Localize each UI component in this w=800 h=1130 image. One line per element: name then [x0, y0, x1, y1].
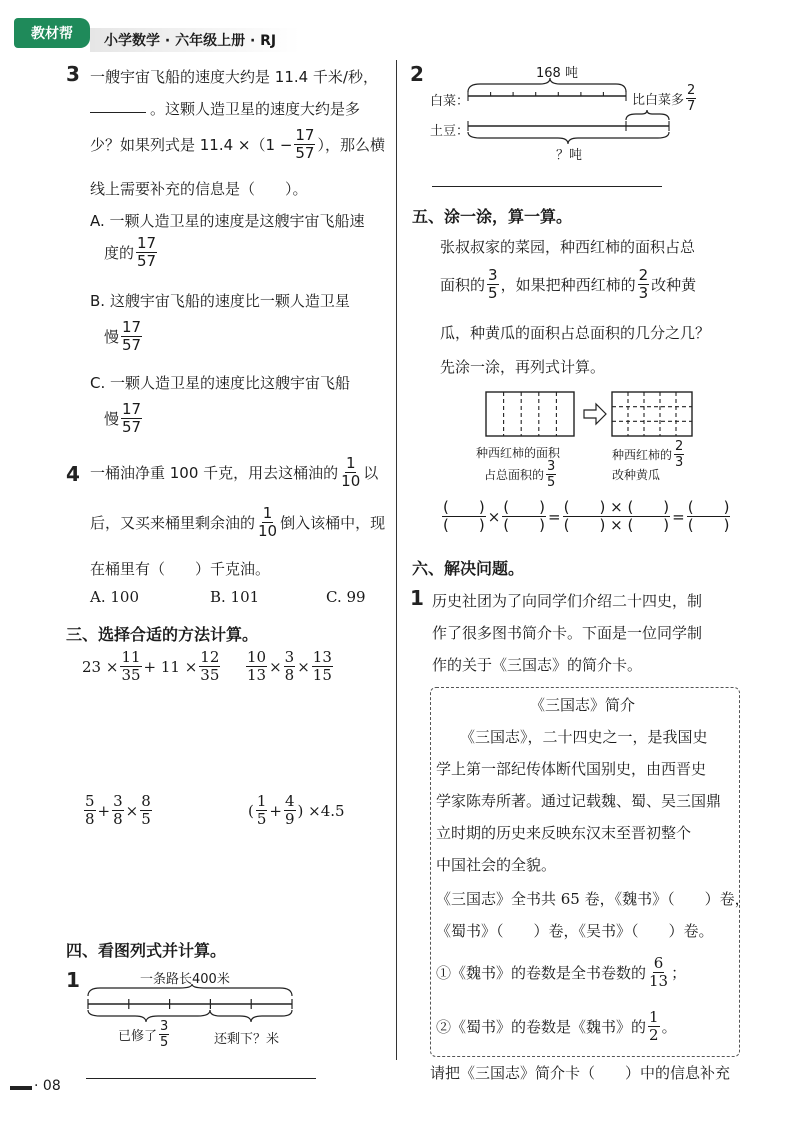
frac-numerator: 13 [312, 648, 332, 666]
card-c1-fraction [648, 956, 669, 989]
s4-answer-line [86, 1078, 316, 1079]
q4-line1-b: 以 [363, 464, 379, 482]
q2-top-label: 168 吨 [536, 66, 578, 81]
formula-blank-frac-3[interactable] [563, 500, 671, 533]
frac-denominator: 3 [675, 455, 684, 470]
q3-option-b-fraction [121, 320, 142, 353]
times: × [610, 498, 623, 516]
frac-numerator: 17 [122, 318, 142, 336]
expr-3-op1: + [97, 801, 111, 820]
s5-line2-b: ，如果把种西红柿的 [500, 276, 636, 294]
frac-numerator: 3 [547, 459, 556, 474]
card-c2-a: ②《蜀书》的卷数是《魏书》的 [436, 1018, 647, 1036]
frac-denominator: 57 [295, 144, 315, 162]
frac-denominator: 5 [141, 810, 151, 828]
frac-numerator: 3 [113, 792, 123, 810]
frac-denominator: 9 [284, 810, 295, 828]
s5-line4: 先涂一涂，再列式计算。 [440, 358, 606, 376]
expr-2-frac3 [312, 650, 333, 683]
card-p1: 《三国志》，二十四史之一，是我国史 [460, 728, 708, 746]
s4-q1-top-label: 一条路长400米 [140, 972, 230, 987]
s6-q1-line1: 历史社团为了向同学们介绍二十四史，制 [432, 592, 703, 610]
remaining-label: 还剩下？米 [214, 1032, 280, 1047]
page-number: · 08 [34, 1078, 61, 1094]
remaining-brace [210, 1010, 292, 1022]
s5-line2 [440, 268, 696, 301]
frac-numerator: 1 [345, 454, 356, 472]
page-number-text: 08 [42, 1078, 61, 1094]
q4-choice-a[interactable]: A. 100 [90, 588, 139, 606]
q2-compare-text: 比白菜多 [632, 93, 685, 108]
frac-numerator: 1 [256, 792, 267, 810]
q2-row2-label: 土豆： [430, 124, 470, 139]
q4-line1-a: 一桶油净重 100 千克，用去这桶油的 [90, 464, 339, 482]
expr-1-frac2 [199, 650, 220, 683]
formula-product-numerator [563, 500, 671, 517]
road-segment-diagram [80, 984, 300, 1024]
frac-numerator: 17 [295, 126, 315, 144]
s4-q1-number: 1 [66, 968, 80, 992]
frac-denominator: 10 [258, 522, 278, 540]
card-c2-b: 。 [661, 1018, 677, 1036]
q4-line2-a: 后，又买来桶里剩余油的 [90, 514, 256, 532]
expr-4-frac1 [256, 794, 268, 827]
frac-denominator: 2 [649, 1026, 659, 1044]
garden-area-diagram [484, 390, 696, 438]
frac-denominator: 8 [85, 810, 95, 828]
paren-blank: ( ) [627, 498, 670, 516]
s6-q1-line3: 作的关于《三国志》的简介卡。 [432, 656, 643, 674]
s5-line2-frac1 [487, 268, 499, 301]
q3-line3 [90, 128, 385, 161]
frac-numerator: 1 [262, 504, 273, 522]
frac-numerator: 3 [488, 266, 498, 284]
brand-text: 教材帮 [31, 26, 73, 42]
q4-line1 [90, 456, 378, 489]
card-title: 《三国志》简介 [530, 696, 636, 714]
caption1-fraction [546, 460, 556, 489]
expr-2-frac1 [246, 650, 267, 683]
expr-3-frac1 [84, 794, 96, 827]
frac-denominator: 5 [256, 810, 267, 828]
q3-line3-fraction [294, 128, 315, 161]
garden-rect-1[interactable] [486, 392, 574, 436]
frac-denominator: ( ) [503, 516, 546, 534]
frac-denominator: ( ) [443, 516, 485, 534]
column-divider [396, 60, 397, 1060]
card-c2-fraction [648, 1010, 660, 1043]
frac-denominator: 5 [547, 475, 556, 490]
card-p3: 学家陈寿所著。通过记载魏、蜀、吴三国鼎 [436, 792, 722, 810]
q4-line1-fraction [340, 456, 361, 489]
q2-answer-line [432, 186, 662, 187]
repaired-fraction [159, 1020, 169, 1049]
expr-1-a: 23 × [82, 657, 119, 676]
q3-option-b-line2[interactable] [104, 320, 144, 353]
expr-1 [82, 650, 222, 683]
caption1-text: 占总面积的 [484, 468, 545, 482]
expr-3 [82, 794, 154, 827]
frac-denominator: 57 [137, 252, 157, 270]
section3-title: 三、选择合适的方法计算。 [66, 625, 259, 644]
cabbage-top-brace [468, 78, 626, 92]
q3-option-c-fraction [121, 402, 142, 435]
s5-line2-a: 面积的 [440, 276, 486, 294]
s6-footer-line: 请把《三国志》简介卡（ ）中的信息补充 [430, 1064, 731, 1082]
expr-2 [244, 650, 335, 683]
section5-title: 五、涂一涂，算一算。 [412, 207, 573, 226]
card-condition-2 [436, 1010, 677, 1043]
frac-numerator: ( ) [503, 498, 546, 516]
q4-line2-b: 倒入该桶中，现 [280, 514, 386, 532]
formula-blank-frac-4[interactable] [687, 500, 731, 533]
frac-numerator: 17 [137, 234, 157, 252]
q3-blank-line [90, 112, 146, 113]
frac-numerator: 12 [200, 648, 220, 666]
expr-3-frac2 [112, 794, 124, 827]
page-number-bar [10, 1086, 32, 1090]
frac-numerator: 2 [675, 439, 684, 454]
frac-denominator: 13 [649, 972, 669, 990]
q3-option-c-line2[interactable] [104, 402, 144, 435]
expr-4-frac2 [284, 794, 296, 827]
section4-title: 四、看图列式并计算。 [66, 941, 227, 960]
q2-compare-fraction [686, 84, 696, 113]
times: × [610, 516, 623, 534]
expr-2-frac2 [284, 650, 296, 683]
s6-q1-number: 1 [410, 586, 424, 610]
q3-option-a-fraction [136, 236, 157, 269]
frac-numerator: 3 [284, 648, 295, 666]
frac-denominator: 15 [312, 666, 332, 684]
q4-line2 [90, 506, 385, 539]
formula-times-1: × [487, 507, 501, 526]
frac-denominator: 13 [247, 666, 267, 684]
frac-numerator: 11 [121, 648, 141, 666]
q3-option-c-text: 慢 [104, 410, 120, 428]
q3-line3-b: ），那么横 [317, 136, 385, 154]
caption2-line2: 改种黄瓜 [612, 468, 661, 482]
q3-option-a-line1[interactable]: A. 一颗人造卫星的速度是这艘宇宙飞船速 [90, 212, 365, 230]
q3-line4: 线上需要补充的信息是（ ）。 [90, 180, 308, 198]
frac-numerator: 3 [160, 1019, 169, 1034]
card-c1-b: ； [671, 964, 687, 982]
s5-line3: 瓜，种黄瓜的面积占总面积的几分之几？ [440, 324, 711, 342]
card-p2: 学上第一部纪传体断代国别史，由西晋史 [436, 760, 707, 778]
formula-eq-1: = [548, 507, 561, 526]
frac-denominator: ( ) [687, 516, 730, 534]
brand-badge [14, 18, 90, 48]
frac-denominator: 35 [200, 666, 220, 684]
garden-rect-2[interactable] [612, 392, 692, 436]
frac-numerator: 8 [141, 792, 151, 810]
q3-option-b-text: 慢 [104, 328, 120, 346]
frac-numerator: ( ) [443, 498, 485, 516]
frac-numerator: 5 [85, 792, 95, 810]
caption2-text: 种西红柿的 [612, 448, 673, 462]
s5-line1: 张叔叔家的菜园，种西红柿的面积占总 [440, 238, 696, 256]
frac-numerator: 1 [649, 1008, 659, 1026]
frac-numerator: 4 [284, 792, 295, 810]
arrow-right-icon [584, 404, 606, 424]
expr-4-open: ( [248, 801, 254, 820]
frac-numerator: 2 [638, 266, 649, 284]
q2-bottom-label: ？吨 [556, 148, 583, 163]
repaired-text: 已修了 [118, 1029, 158, 1044]
card-c1-a: ①《魏书》的卷数是全书卷数的 [436, 964, 647, 982]
q3-line3-a: 少？如果列式是 11.4 ×（1 − [90, 136, 293, 154]
q3-option-b-line1[interactable]: B. 这艘宇宙飞船的速度比一颗人造卫星 [90, 292, 350, 310]
card-p4: 立时期的历史来反映东汉末至晋初整个 [436, 824, 692, 842]
frac-numerator: 2 [687, 83, 696, 98]
frac-numerator: ( ) [687, 498, 730, 516]
frac-denominator: 5 [160, 1035, 169, 1050]
s5-formula [440, 500, 732, 533]
expr-2-op1: × [269, 657, 282, 676]
header-subtitle: 小学数学 · 六年级上册 · RJ [104, 33, 277, 49]
q4-choice-c[interactable]: C. 99 [326, 588, 366, 606]
paren-blank: ( ) [627, 516, 670, 534]
q2-number: 2 [410, 62, 424, 86]
expr-3-op2: × [125, 801, 139, 820]
frac-numerator: 17 [122, 400, 142, 418]
q4-number: 4 [66, 462, 80, 486]
frac-denominator: 8 [113, 810, 123, 828]
q3-line2: 。这颗人造卫星的速度大约是多 [150, 100, 361, 118]
section6-title: 六、解决问题。 [412, 559, 525, 578]
frac-denominator: 35 [121, 666, 141, 684]
expr-1-b: + 11 × [143, 657, 198, 676]
s5-line2-c: 改种黄 [651, 276, 697, 294]
caption1-line1: 种西红柿的面积 [476, 446, 561, 460]
formula-product-denominator [563, 517, 671, 533]
repaired-label [118, 1020, 171, 1049]
card-p7: 《蜀书》（ ）卷，《吴书》（ ）卷。 [436, 922, 714, 940]
expr-2-op2: × [297, 657, 310, 676]
q3-option-c-line1[interactable]: C. 一颗人造卫星的速度比这艘宇宙飞船 [90, 374, 351, 392]
q2-row1-label: 白菜： [430, 94, 470, 109]
frac-denominator: 3 [638, 284, 649, 302]
expr-4 [248, 794, 345, 827]
paren-blank: ( ) [563, 498, 606, 516]
q3-option-a-line2[interactable] [104, 236, 159, 269]
frac-numerator: 6 [653, 954, 664, 972]
caption2-fraction [674, 440, 684, 469]
frac-denominator: 57 [122, 418, 142, 436]
caption1-line2 [484, 460, 558, 489]
s6-q1-line2: 作了很多图书简介卡。下面是一位同学制 [432, 624, 703, 642]
frac-denominator: 57 [122, 336, 142, 354]
frac-denominator: 10 [341, 472, 361, 490]
road-top-brace [88, 984, 292, 996]
caption2-line1 [612, 440, 686, 469]
formula-blank-frac-1[interactable] [442, 500, 486, 533]
expr-4-op1: + [269, 801, 282, 820]
expr-3-frac3 [140, 794, 152, 827]
expr-1-frac1 [120, 650, 141, 683]
frac-denominator: 8 [284, 666, 295, 684]
paren-blank: ( ) [563, 516, 606, 534]
frac-denominator: 5 [488, 284, 498, 302]
frac-denominator: 7 [687, 99, 696, 114]
q4-line2-fraction [257, 506, 278, 539]
q4-choice-b[interactable]: B. 101 [210, 588, 260, 606]
q3-line1: 一艘宇宙飞船的速度大约是 11.4 千米/秒， [90, 68, 378, 86]
q2-compare-label [632, 84, 698, 113]
card-condition-1 [436, 956, 686, 989]
card-p5: 中国社会的全貌。 [436, 856, 557, 874]
frac-numerator: 10 [247, 648, 267, 666]
q3-number: 3 [66, 62, 80, 86]
formula-blank-frac-2[interactable] [502, 500, 546, 533]
formula-eq-2: = [672, 507, 685, 526]
expr-4-close: ) ×4.5 [297, 801, 345, 820]
q4-line3: 在桶里有（ ）千克油。 [90, 560, 271, 578]
s5-line2-frac2 [638, 268, 650, 301]
potato-bottom-brace [468, 132, 669, 144]
card-p6: 《三国志》全书共 65 卷，《魏书》（ ）卷， [436, 890, 750, 908]
q3-option-a-text: 度的 [104, 244, 135, 262]
